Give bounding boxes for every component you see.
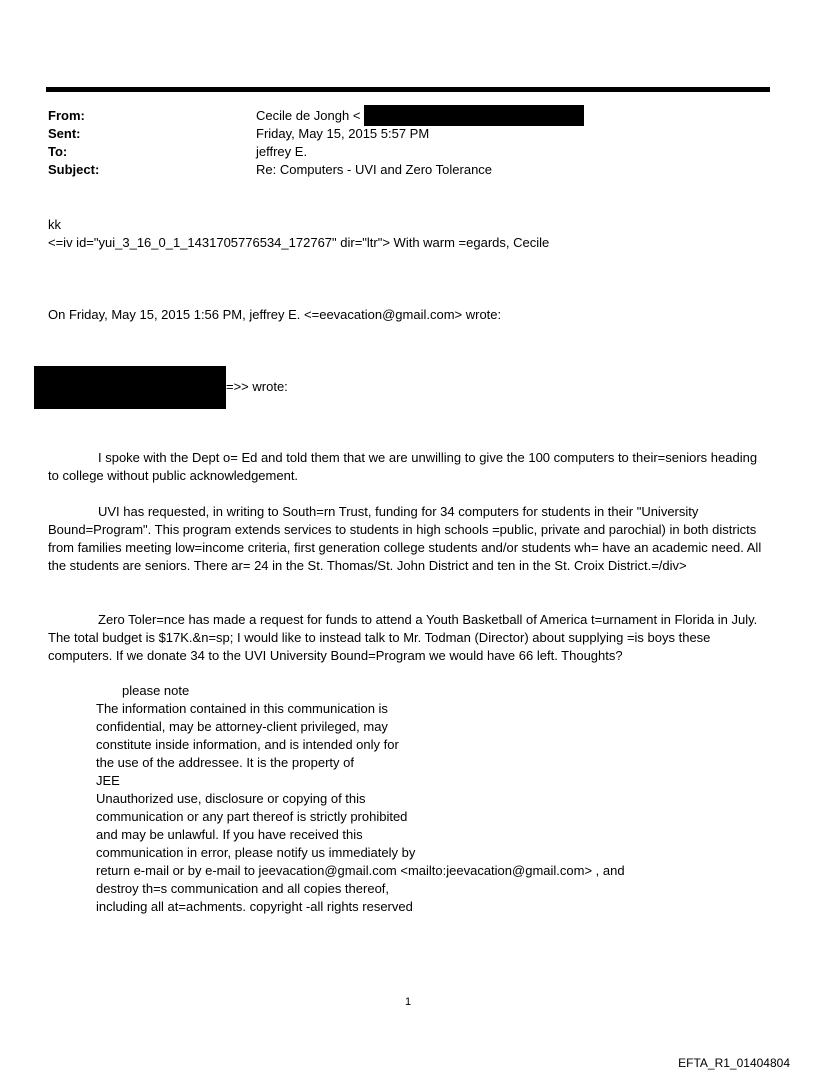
paragraph-text: I spoke with the Dept o= Ed and told them that we are unwilling to give the 100 computers to their=seniors heading to college without public acknowledgement. (48, 450, 758, 483)
confidentiality-disclaimer (96, 700, 696, 916)
header-rule (46, 87, 770, 92)
disclaimer-line: and may be unlawful. If you have received this (96, 827, 363, 842)
sent-value: Friday, May 15, 2015 5:57 PM (256, 126, 430, 141)
disclaimer-line: destroy th=s communication and all copies thereof, (96, 881, 390, 896)
to-value: jeffrey E. (256, 144, 308, 159)
disclaimer-line: return e-mail or by e-mail to jeevacation@gmail.com <mailto:jeevacation@gmail.com> , and (96, 863, 625, 878)
to-label: To: (48, 144, 68, 159)
paragraph-zero-tolerance (48, 611, 768, 665)
disclaimer-line: The information contained in this communication is (96, 701, 388, 716)
body-line-kk: kk (48, 217, 61, 232)
disclaimer-line: communication in error, please notify us immediately by (96, 845, 416, 860)
disclaimer-line: including all at=achments. copyright -all rights reserved (96, 899, 413, 914)
from-label: From: (48, 108, 85, 123)
page-number: 1 (404, 996, 412, 1008)
subject-value: Re: Computers - UVI and Zero Tolerance (256, 162, 493, 177)
redaction-box (364, 105, 584, 126)
disclaimer-line: Unauthorized use, disclosure or copying of this (96, 791, 366, 806)
document-id: EFTA_R1_01404804 (678, 1056, 790, 1070)
disclaimer-line: communication or any part thereof is strictly prohibited (96, 809, 408, 824)
paragraph-text: Zero Toler=nce has made a request for funds to attend a Youth Basketball of America t=urnament in Florida in July. The total budget is $17K.&n=sp; I would like to instead talk to Mr. Todman (Director) about supplying =is boys these computers. If we donate 34 to the UVI University Bound=Program we would have 66 left. Thoughts? (48, 612, 758, 663)
disclaimer-line: confidential, may be attorney-client privileged, may (96, 719, 388, 734)
disclaimer-line: JEE (96, 773, 120, 788)
disclaimer-line: constitute inside information, and is intended only for (96, 737, 399, 752)
from-value: Cecile de Jongh < (256, 108, 361, 123)
subject-label: Subject: (48, 162, 100, 177)
sent-label: Sent: (48, 126, 81, 141)
disclaimer-line: the use of the addressee. It is the property of (96, 755, 354, 770)
paragraph-text: UVI has requested, in writing to South=rn Trust, funding for 34 computers for students in their "University Bound=Program". This program extends services to students in high schools =public, private and parochial) in both districts from families meeting low=income criteria, first generation college students and/or students wh= have an academic need. All the students are seniors. There ar= 24 in the St. Thomas/St. John District and ten in the St. Croix District.=/div> (48, 504, 762, 573)
quoted-attribution: On Friday, May 15, 2015 1:56 PM, jeffrey E. <=eevacation@gmail.com> wrote: (48, 307, 502, 322)
please-note: please note (122, 683, 190, 698)
paragraph-uvi (48, 503, 768, 575)
paragraph-dept-ed (48, 449, 768, 485)
redaction-box (34, 366, 226, 409)
body-line-signature: <=iv id="yui_3_16_0_1_1431705776534_172767" dir="ltr"> With warm =egards, Cecile (48, 235, 550, 250)
redacted-attribution: =>> wrote: (226, 379, 288, 394)
